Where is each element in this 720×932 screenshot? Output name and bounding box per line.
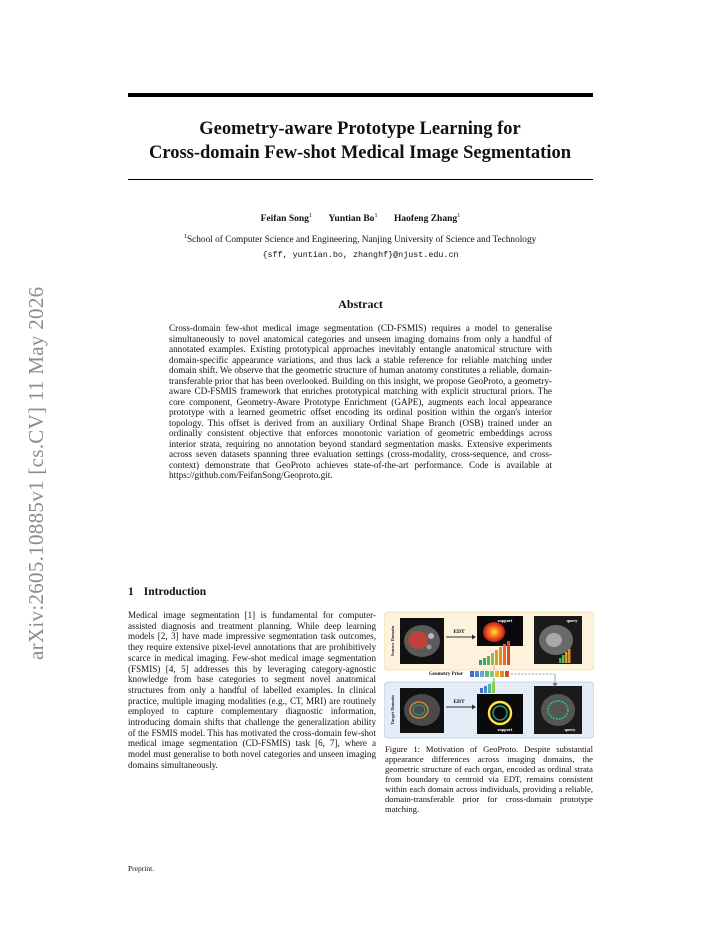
- affiliation: $^1$School of Computer Science and Engineering, Nanjing University of Science and Technology: [183, 233, 537, 246]
- figure-1-caption: Figure 1: Motivation of GeoProto. Despite substantial appearance differences across imaging domains, the geometric structure of each organ, encoded as ordinal strata from boundary to centroid via EDT, remains consistent within each domain across individuals, providing a reliable, domain-transferable prior for cross-domain prototype matching.: [385, 744, 593, 814]
- figure-1: [384, 610, 594, 740]
- source-domain-label: Source Domain: [390, 625, 395, 657]
- author: Haofeng Zhang$^1$: [394, 212, 461, 225]
- footer-preprint: Preprint.: [128, 864, 155, 873]
- geometry-prior-strip: [470, 671, 509, 677]
- figure-1-diagram: [384, 610, 594, 740]
- title-rule: [128, 179, 593, 180]
- paper-title: [100, 117, 620, 165]
- title-line-1: Geometry-aware Prototype Learning for: [199, 119, 521, 139]
- edt-label-target: EDT: [453, 699, 465, 705]
- abstract-text: Cross-domain few-shot medical image segmentation (CD-FSMIS) requires a model to generalise simultaneously to novel anatomical categories and unseen imaging domains from only a handful of annotated examples. Existing prototypical approaches inevitably entangle anatomical structure with domain-specific appearance variations, and thus lack a stable reference for reliable matching under domain shift. We observe that the geometric structure of human anatomy constitutes a reliable, domain-transferable prior that has been overlooked. Building on this insight, we propose GeoProto, a geometry-aware CD-FSMIS framework that enriches prototypical matching with explicit structural priors. The core component, Geometry-Aware Prototype Enrichment (GAPE), augments each local appearance prototype with a learned geometric offset encoding its ordinal position within the organ's interior topology. This offset is derived from an auxiliary Ordinal Shape Branch (OSB) trained under an ordinally consistent objective that enforces monotonic variation of geometric embeddings across interior strata, requiring no annotation beyond standard segmentation masks. Extensive experiments across seven datasets spanning three evaluation settings (cross-modality, cross-sequence, and cross-context) demonstrate that GeoProto achieves state-of-the-art performance. Code is available at https://github.com/FeifanSong/Geoproto.git.: [169, 323, 552, 480]
- author: Feifan Song$^1$: [260, 212, 313, 225]
- arxiv-identifier: arXiv:2605.10885v1 [cs.CV] 11 May 2026: [24, 286, 48, 660]
- support-label-source: support: [497, 618, 513, 623]
- abstract-heading: Abstract: [338, 297, 383, 311]
- query-label-source: query: [566, 618, 578, 623]
- author: Yuntian Bo$^1$: [328, 212, 378, 225]
- top-rule: [128, 93, 593, 97]
- geometry-prior-label: Geometry Prior: [428, 672, 464, 677]
- section-heading: 1 Introduction: [128, 586, 207, 598]
- edt-label-source: EDT: [453, 629, 465, 635]
- title-line-2: Cross-domain Few-shot Medical Image Segmentation: [148, 143, 572, 163]
- author-list: [128, 212, 593, 224]
- query-label-target: query: [564, 727, 576, 732]
- intro-paragraph: Medical image segmentation [1] is fundamental for computer-assisted diagnosis and treatment planning. While deep learning models [2, 3] have made impressive segmentation task outcomes, they require extensive pixel-level annotations that are prohibitively scarce in medical imaging. Few-shot medical image segmentation (FSMIS) [4, 5] addresses this by leveraging category-agnostic knowledge from base categories to segment novel anatomical structures from only a handful of labelled examples. In clinical practice, multiple imaging modalities (e.g., CT, MRI) are routinely employed to capture complementary diagnostic information, introducing domain shifts that challenge the generalization ability of the FSMIS model. This has motivated the cross-domain few-shot medical image segmentation (CD-FSMIS) task [6, 7], where a model must generalise to both novel categories and unseen imaging domains simultaneously.: [128, 610, 376, 770]
- target-domain-label: Target Domain: [390, 695, 395, 725]
- author-emails: {sff, yuntian.bo, zhanghf}@njust.edu.cn: [262, 250, 459, 260]
- support-label-target: support: [497, 727, 513, 732]
